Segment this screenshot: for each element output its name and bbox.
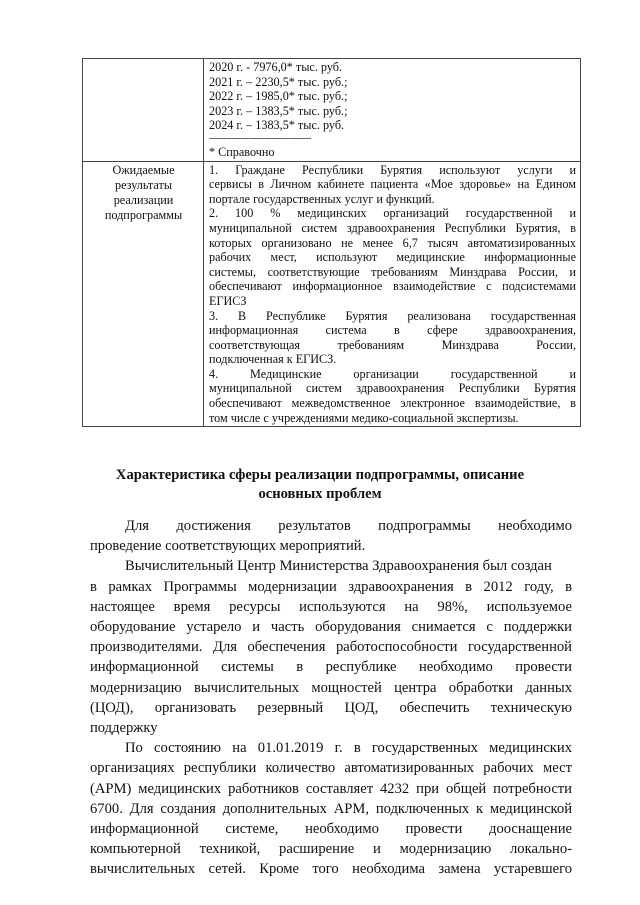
result-item-1: 1. Граждане Республики Бурятия используют услуги и bbox=[209, 162, 576, 177]
body-text: Для достижения результатов подпрограммы необходимо проведение соответствующих мероприятий. Вычислительный Центр Министерства Здравоохранения был создан в рамках Программы модернизации здравоохранения в 2012 году, в настоящее время ресурсы используются на 98%, используемое оборудование устарело и часть оборудования снимается с поддержки производителями. Для обеспечения работоспособности государственной информационной системы в республике необходимо провести модернизацию вычислительных мощностей центра обработки данных (ЦОД), организовать резервный ЦОД, обеспечить техническую поддержку По состоянию на 01.01.2019 г. в государственных медицинских организациях республики количество автоматизированных рабочих мест (АРМ) медицинских работников составляет 4232 при общей потребности 6700. Для создания дополнительных АРМ, подключенных к медицинской информационной системе, необходимо провести дооснащение компьютерной техникой, расширение и модернизацию локально- вычислительных сетей. Кроме того необходима замена устаревшего bbox=[90, 518, 572, 878]
result-item-2: 2. 100 % медицинских организаций государственной и bbox=[209, 206, 576, 221]
result-item-4: 4. Медицинские организации государственной и bbox=[209, 366, 576, 381]
row-label-expected-results: Ожидаемые результаты реализации подпрограммы bbox=[83, 161, 204, 427]
result-item-3: 3. В Республике Бурятия реализована государственная bbox=[209, 308, 576, 323]
funding-years-cell bbox=[204, 59, 581, 162]
expected-results-cell: 1. Граждане Республики Бурятия используют услуги и сервисы в Личном кабинете пациента «Мое здоровье» на Едином портале государственных услуг и функций. 2. 100 % медицинских организаций государственной и муниципальной систем здравоохранения Республики Бурятия, в которых организовано не менее 6,7 тысяч автоматизированных рабочих мест, используют медицинские информационные системы, соответствующие требованиям Минздрава России, и обеспечивают информационное взаимодействие с подсистемами ЕГИСЗ 3. В Республике Бурятия реализована государственная информационная система в сфере здравоохранения, соответствующая требованиям Минздрава России, подключенная к ЕГИСЗ. 4. Медицинские организации государственной и муниципальной систем здравоохранения Республики Бурятия обеспечивают межведомственное электронное взаимодействие, в том числе с учреждениями медико-социальной экспертизы. bbox=[204, 161, 581, 427]
funding-line: 2020 г. - 7976,0* тыс. руб. bbox=[209, 60, 343, 74]
table-row-results bbox=[83, 161, 581, 427]
paragraph-3: По состоянию на 01.01.2019 г. в государственных медицинских bbox=[125, 740, 572, 757]
funding-line: 2022 г. – 1985,0* тыс. руб.; bbox=[209, 89, 348, 104]
funding-line: 2023 г. – 1383,5* тыс. руб.; bbox=[209, 103, 348, 118]
funding-line: 2024 г. – 1383,5* тыс. руб. bbox=[209, 118, 345, 133]
footnote-separator: ------------------------------------ bbox=[209, 132, 311, 144]
table-row-funding bbox=[83, 59, 581, 162]
section-heading: Характеристика сферы реализации подпрограммы, описание основных проблем bbox=[115, 467, 525, 502]
footnote-text: * Справочно bbox=[209, 144, 275, 159]
table-cell-empty bbox=[83, 59, 204, 162]
funding-line: 2021 г. – 2230,5* тыс. руб.; bbox=[209, 74, 348, 89]
paragraph-1: Для достижения результатов подпрограммы необходимо bbox=[125, 518, 572, 534]
paragraph-2: Вычислительный Центр Министерства Здравоохранения был создан bbox=[125, 558, 552, 575]
passport-table bbox=[82, 58, 581, 427]
